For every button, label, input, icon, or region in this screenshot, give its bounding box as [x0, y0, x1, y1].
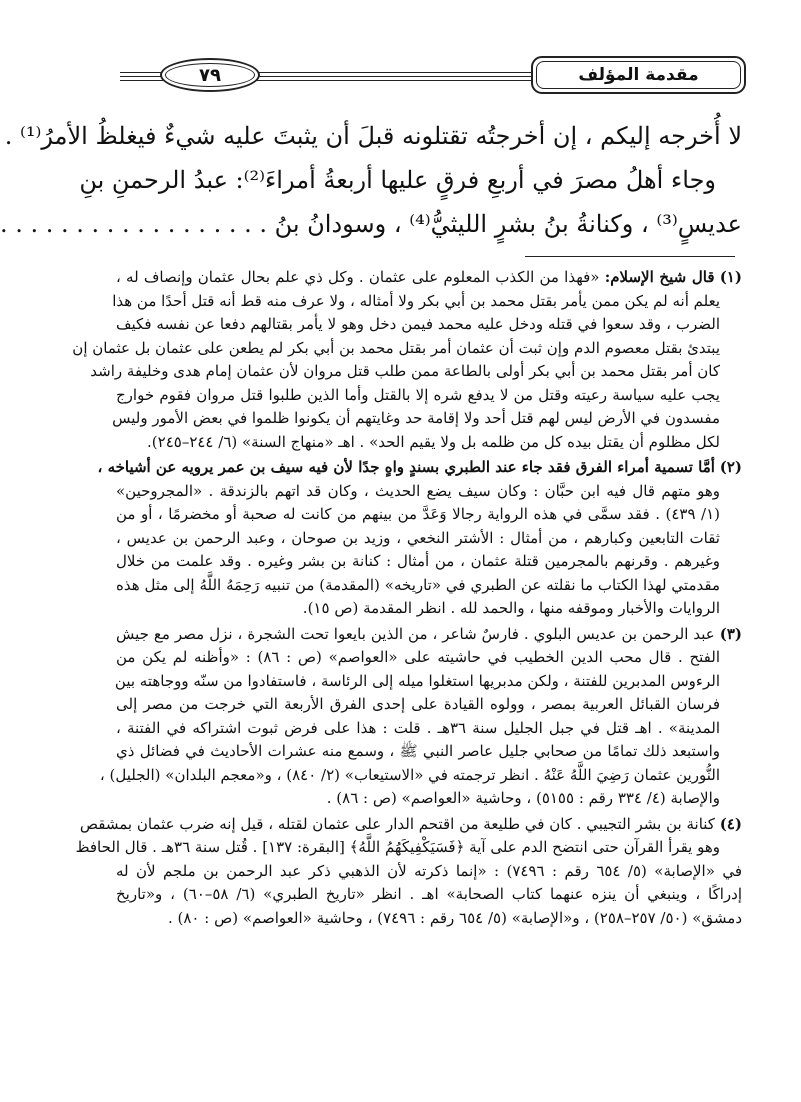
page-header [120, 52, 746, 98]
main-text [0, 114, 742, 246]
footnote-line: مقدمتي لهذا الكتاب ما نقلته عن الطبري في «تاريخه» (المقدمة) من تنبيه رَحِمَهُ اللَّهُ إلى مثل هذه [116, 575, 720, 594]
footnote-line: الرءوس المدبرين للفتنة ، ولكن مدبريها استغلوا ميله إلى الرئاسة ، فاستفادوا من سنّه ووجاهته بين [114, 671, 720, 690]
footnote-number: (٢) [719, 458, 742, 476]
footnote-line: والإصابة (٤/ ٣٣٤ رقم : ٥١٥٥) ، وحاشية «العواصم» (ص : ٨٦) . [326, 789, 720, 807]
footnote-divider [525, 256, 735, 257]
footnote-line: واستبعد ذلك تمامًا من صحابي جليل عاصر النبي ﷺ ، وسمع منه عشرات الأحاديث في فضائل ذي [116, 742, 720, 760]
main-text-line: وجاء أهلُ مصرَ في أربعِ فرقٍ عليها أربعةُ أمراءَ⁽²⁾: عبدُ الرحمنِ بنِ [79, 166, 716, 194]
footnote-line: وغيرهم . وقرنهم بالمجرمين قتلة عثمان ، من أمثال : كنانة بن بشر وغيره . وقد علمت من خلال [116, 552, 720, 570]
footnote-lead: قال شيخ الإسلام: [604, 268, 715, 286]
footnote-line: عبد الرحمن بن عديس البلوي . فارسٌ شاعر ، من الذين بايعوا تحت الشجرة ، نزل مصر مع جيش [116, 624, 715, 643]
main-text-line: لا أُخرجه إليكم ، إن أخرجتُه تقتلونه قبلَ أن يثبتَ عليه شيءٌ فيغلظُ الأمرُ⁽¹⁾ . [4, 122, 742, 150]
footnote-3 [99, 623, 742, 811]
footnote-line: لكل مظلوم أن يقتل بيده كل من ظلمه بل ولا يقيم الحد» . اهـ «منهاج السنة» (٦/ ٢٤٤–٢٤٥). [147, 432, 720, 451]
footnote-line: يبتدئ بقتل معصوم الدم وإن ثبت أن عثمان أمر بقتل محمد بن أبي بكر لم يطعن على عثمان بل عثمان إن [72, 338, 720, 357]
footnote-line: كان أمر بقتل محمد بن أبي بكر أولى بالطاعة ممن طلب قتل مروان لأن عثمان إمام هدى وخليفة راشد [90, 362, 720, 380]
footnote-line: «فهذا من الكذب المعلوم على عثمان . وكل ذي علم بحال عثمان وإنصاف له ، [116, 268, 600, 286]
footnote-line: كنانة بن بشر التجيبي . كان في طليعة من اقتحم الدار على عثمان لقتله ، قيل إنه ضرب عثمان بمشقص [79, 814, 715, 833]
footnote-line: في «الإصابة» (٥/ ٦٥٤ رقم : ٧٤٩٦) : «إنما ذكرته لأن الذهبي ذكر عبد الرحمن بن ملجم لأن له [116, 861, 742, 880]
main-text-line: عديسٍ⁽³⁾ ، وكنانةُ بنُ بشرٍ الليثيُّ⁽⁴⁾ ، وسودانُ بنُ . . . . . . . . . . . . . . . . . . [0, 210, 742, 238]
footnote-4 [75, 813, 742, 931]
footnote-line: المدينة» . اهـ قتل في جبل الجليل سنة ٣٦هـ . قلت : هذا على فرض ثبوت اشتراكه في الفتنة ، [116, 718, 720, 737]
footnote-number: (١) [719, 268, 742, 286]
chapter-title-frame [531, 56, 746, 94]
footnote-line: الروايات والأخبار وموقفه منها ، والحمد لله . انظر المقدمة (ص ١٥). [302, 599, 720, 617]
footnote-line: (١/ ٤٣٩) . فقد سمَّى في هذه الرواية رجالا وَعَدَّ من بينهم من كانت له صحبة أو مخضرمًا ، أو من [116, 505, 720, 523]
footnotes [72, 266, 742, 932]
footnote-line: ثقات التابعين وكبارهم ، من أمثال : الأشتر النخعي ، وزيد بن صوحان ، وعبد الرحمن بن عديس ، [116, 528, 720, 547]
chapter-title: مقدمة المؤلف [578, 65, 699, 85]
footnote-line: الفتح . قال محب الدين الخطيب في حاشيته على «العواصم» (ص : ٨٦) : «وأظنه لم يكن من [116, 648, 720, 666]
footnote-line: وهو متهم قال فيه ابن حبَّان : وكان سيف يضع الحديث ، وكان قد اتهم بالزندقة . «المجروحين» [116, 481, 720, 500]
footnote-line: فرسان القبائل العربية بمصر ، وولوه القيادة على إحدى الفرق الأربعة التي خرجت من مصر إلى [116, 695, 720, 713]
footnote-line: إدراكًا ، وينبغي أن ينزه عنهما كتاب الصحابة» اهـ . انظر «تاريخ الطبري» (٦/ ٥٨–٦٠) ، و«تاريخ [116, 885, 742, 903]
footnote-1 [72, 266, 742, 454]
footnote-line: الضرب ، وقد سعوا في قتله ودخل عليه محمد فيمن دخل وهو لا يأمر بقتالهم دفعا عن نفسه فكيف [116, 315, 720, 333]
page-number: ٧٩ [199, 64, 221, 86]
footnote-lead: أمَّا تسمية أمراء الفرق فقد جاء عند الطبري بسندٍ واهٍ جدًا لأن فيه سيف بن عمر يرويه عن أشياخه ، [97, 458, 715, 476]
footnote-line: النُّورين عثمان رَضِيَ اللَّهُ عَنْهُ . انظر ترجمته في «الاستيعاب» (٢/ ٨٤٠) ، و«معجم البلدان» (الجليل) ، [99, 765, 720, 784]
footnote-line: دمشق» (٥٠/ ٢٥٧–٢٥٨) ، و«الإصابة» (٥/ ٦٥٤ رقم : ٧٤٩٦) ، وحاشية «العواصم» (ص : ٨٠) . [167, 908, 742, 927]
footnote-line: يعلم أنه لم يكن ممن يأمر بقتل محمد بن أبي بكر ولا أمثاله ، ولا عرف منه قط أنه قتل أحدًا من هذا [112, 291, 720, 310]
footnote-line: يجب عليه سياسة رعيته وقتل من لا يدفع شره إلا بالقتل وأما الذين طلبوا قتل مروان فقوم خوارج [116, 385, 720, 404]
page-number-frame [160, 58, 260, 92]
footnote-number: (٣) [719, 624, 742, 643]
footnote-line: مفسدون في الأرض ليس لهم قتل أحد ولا إقامة حد وغايتهم أن يكونوا ظلموا في بعض الأمور وليس [112, 409, 720, 427]
footnote-line: وهو يقرأ القرآن حتى انتضح الدم على آية ﴿فَسَيَكْفِيكَهُمُ اللَّهُ﴾ [البقرة: ١٣٧] . قُتل سنة ٣٦هـ . قال الحافظ [75, 838, 720, 856]
footnote-number: (٤) [719, 814, 742, 833]
footnote-2 [97, 456, 742, 621]
